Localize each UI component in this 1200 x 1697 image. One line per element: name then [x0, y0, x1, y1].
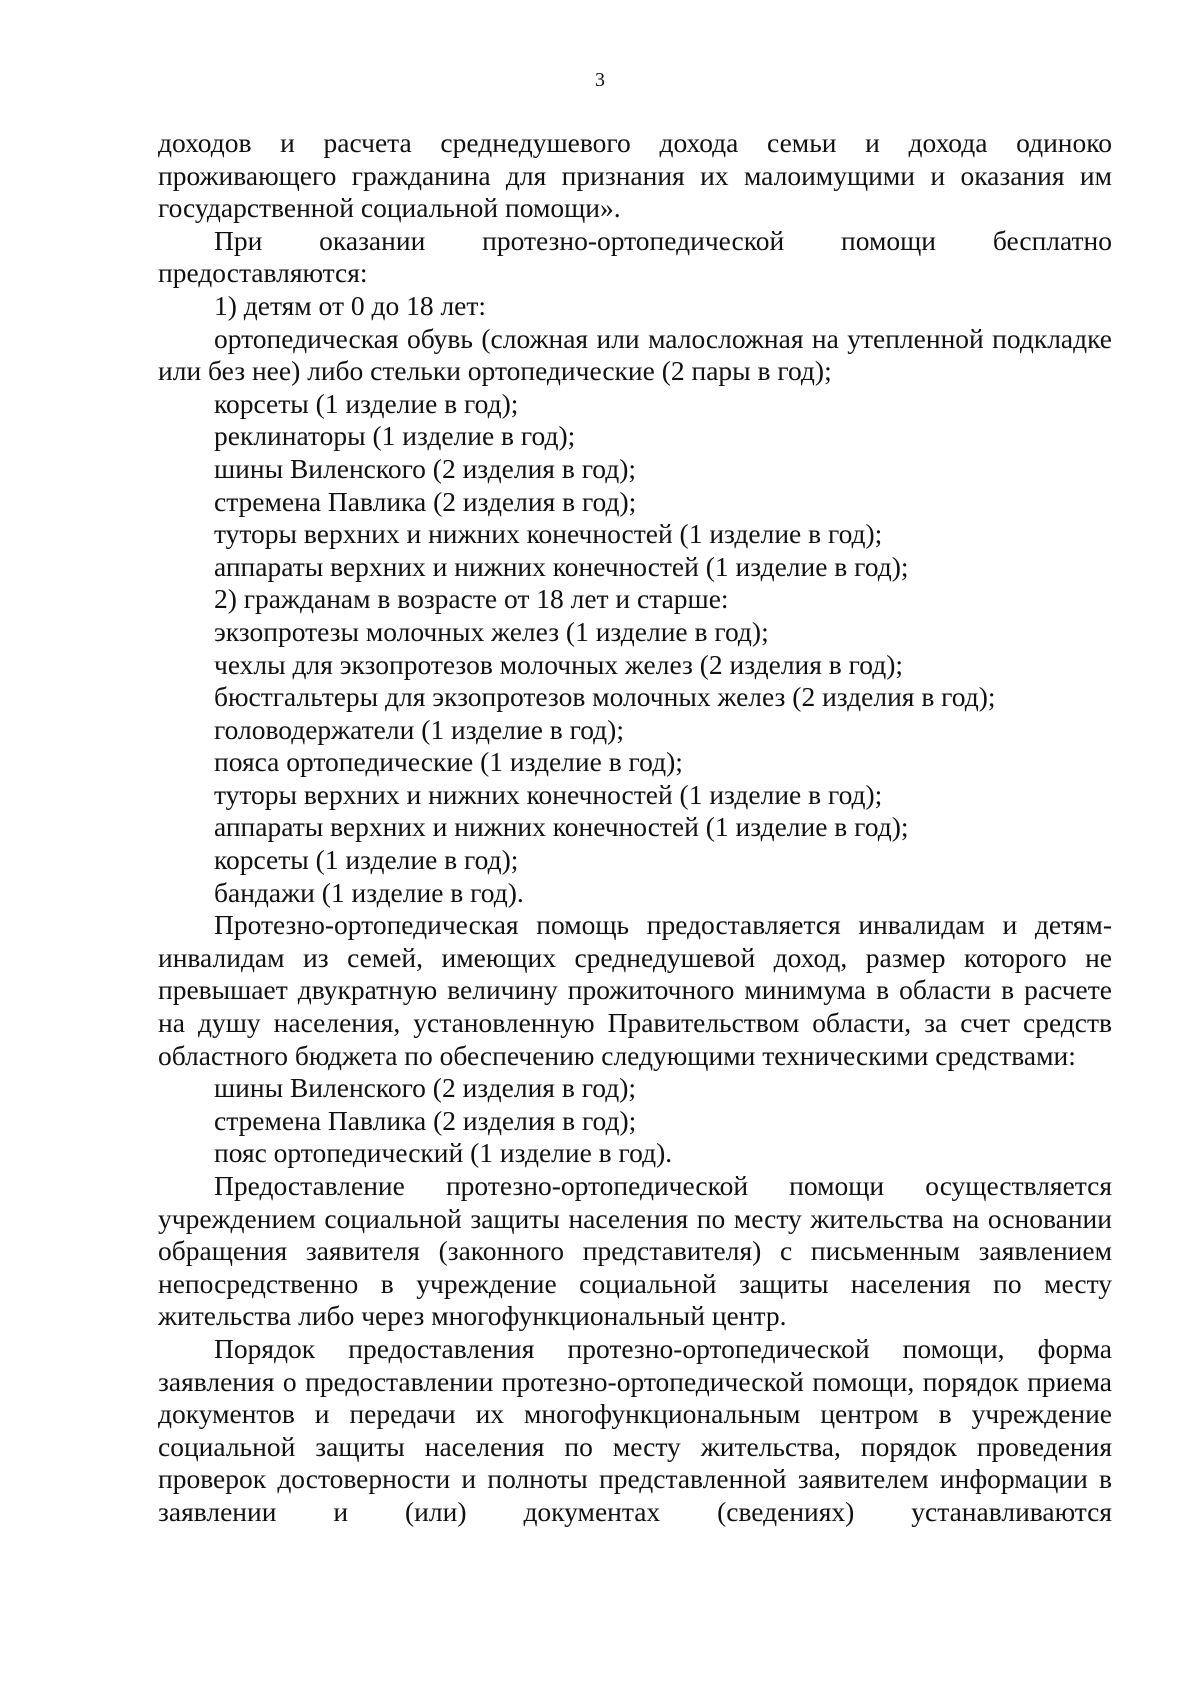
list-item: пояс ортопедический (1 изделие в год). — [214, 1137, 673, 1169]
list-item: аппараты верхних и нижних конечностей (1 изделие в год); — [214, 811, 909, 843]
paragraph: Предоставление протезно-ортопедической помощи осуществляется учреждением социальной защиты населения по месту жительства на основании обращения заявителя (законного представителя) с письменным заявлением непосредственно в учреждение социальной защиты населения по месту жительства либо через многофункциональный центр. — [158, 1170, 1112, 1332]
list-item: бюстгальтеры для экзопротезов молочных желез (2 изделия в год); — [214, 681, 996, 713]
list-item: шины Виленского (2 изделия в год); — [214, 1072, 637, 1104]
paragraph: Порядок предоставления протезно-ортопедической помощи, форма заявления о предоставлении протезно-ортопедической помощи, порядок приема документов и передачи их многофункциональным центром в учреждение социальной защиты населения по месту жительства, порядок проведения проверок достоверности и полноты представленной заявителем информации в заявлении и (или) документах (сведениях) устанавливаются — [158, 1332, 1112, 1527]
paragraph: ортопедическая обувь (сложная или малосложная на утепленной подкладке или без нее) либо стельки ортопедические (2 пары в год); — [158, 322, 1112, 387]
list-item: пояса ортопедические (1 изделие в год); — [214, 746, 683, 778]
list-item: корсеты (1 изделие в год); — [214, 387, 519, 419]
list-item: 2) гражданам в возрасте от 18 лет и старше: — [214, 583, 729, 615]
list-item: аппараты верхних и нижних конечностей (1 изделие в год); — [214, 550, 909, 582]
paragraph: Протезно-ортопедическая помощь предоставляется инвалидам и детям-инвалидам из семей, имеющих среднедушевой доход, размер которого не превышает двукратную величину прожиточного минимума в области в расчете на душу населения, установленную Правительством области, за счет средств областного бюджета по обеспечению следующими техническими средствами: — [158, 909, 1112, 1071]
list-item: туторы верхних и нижних конечностей (1 изделие в год); — [214, 518, 883, 550]
page-number: 3 — [595, 69, 605, 91]
list-item: стремена Павлика (2 изделия в год); — [214, 1104, 637, 1136]
list-item: чехлы для экзопротезов молочных желез (2 изделия в год); — [214, 648, 903, 680]
list-item: туторы верхних и нижних конечностей (1 изделие в год); — [214, 778, 883, 810]
list-item: корсеты (1 изделие в год); — [214, 844, 519, 876]
list-item: головодержатели (1 изделие в год); — [214, 713, 624, 745]
list-item: стремена Павлика (2 изделия в год); — [214, 485, 637, 517]
paragraph: При оказании протезно-ортопедической помощи бесплатно предоставляются: — [158, 224, 1112, 289]
list-item: бандажи (1 изделие в год). — [214, 876, 524, 908]
list-item: экзопротезы молочных желез (1 изделие в год); — [214, 615, 769, 647]
list-item: шины Виленского (2 изделия в год); — [214, 452, 637, 484]
paragraph: доходов и расчета среднедушевого дохода семьи и дохода одиноко проживающего гражданина для признания их малоимущими и оказания им государственной социальной помощи». — [158, 127, 1112, 224]
list-item: 1) детям от 0 до 18 лет: — [214, 289, 487, 321]
document-body — [158, 127, 1112, 1529]
list-item: реклинаторы (1 изделие в год); — [214, 420, 576, 452]
